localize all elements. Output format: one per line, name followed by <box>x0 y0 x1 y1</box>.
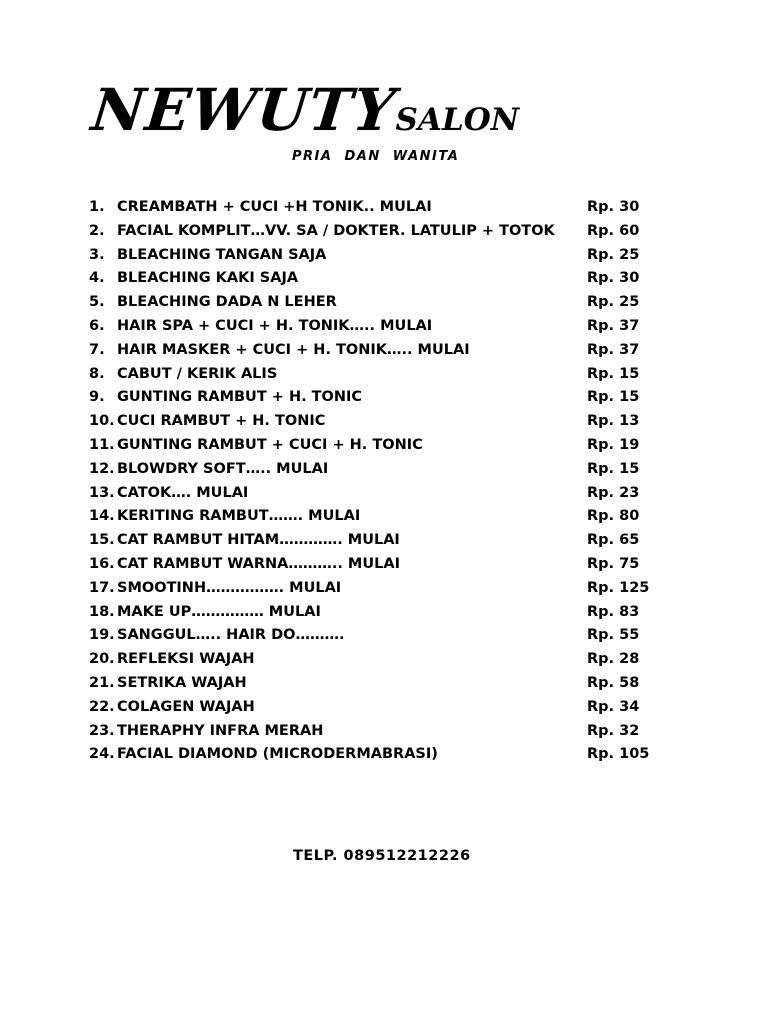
service-number: 21. <box>89 674 115 691</box>
service-row <box>89 624 669 648</box>
service-price: Rp. 37 <box>587 341 640 358</box>
service-price: Rp. 15 <box>587 365 640 382</box>
service-row <box>89 743 669 767</box>
service-name: CUCI RAMBUT + H. TONIC <box>117 413 326 430</box>
service-row <box>89 529 669 553</box>
service-price: Rp. 83 <box>587 603 640 620</box>
service-number: 19. <box>89 627 115 644</box>
service-price: Rp. 37 <box>587 317 640 334</box>
service-name: THERAPHY INFRA MERAH <box>117 722 324 739</box>
service-name: BLEACHING DADA N LEHER <box>117 294 337 311</box>
service-name: BLEACHING KAKI SAJA <box>117 270 299 287</box>
service-number: 3. <box>89 246 105 263</box>
service-number: 6. <box>89 317 105 334</box>
service-price: Rp. 65 <box>587 532 640 549</box>
service-number: 24. <box>89 746 115 763</box>
service-number: 14. <box>89 508 115 525</box>
service-row <box>89 291 669 315</box>
service-row <box>89 434 669 458</box>
salon-title <box>88 76 520 144</box>
service-number: 1. <box>89 199 105 215</box>
service-row <box>89 363 669 387</box>
service-number: 16. <box>89 555 115 572</box>
service-price: Rp. 32 <box>587 722 640 739</box>
service-name: SETRIKA WAJAH <box>117 674 247 691</box>
service-price: Rp. 125 <box>587 579 650 596</box>
service-name: MAKE UP…………… MULAI <box>117 603 321 620</box>
service-price: Rp. 30 <box>587 199 640 215</box>
service-row <box>89 458 669 482</box>
service-number: 4. <box>89 270 105 287</box>
service-price: Rp. 25 <box>587 294 640 311</box>
service-price: Rp. 75 <box>587 555 640 572</box>
service-name: GUNTING RAMBUT + CUCI + H. TONIC <box>117 436 423 453</box>
service-name: BLEACHING TANGAN SAJA <box>117 246 327 263</box>
service-row <box>89 220 669 244</box>
service-number: 13. <box>89 484 115 501</box>
service-name: HAIR SPA + CUCI + H. TONIK….. MULAI <box>117 317 433 334</box>
service-name: KERITING RAMBUT……. MULAI <box>117 508 361 525</box>
service-number: 15. <box>89 532 115 549</box>
service-number: 5. <box>89 294 105 311</box>
service-list <box>89 196 669 767</box>
service-price: Rp. 34 <box>587 698 640 715</box>
service-price: Rp. 19 <box>587 436 640 453</box>
service-row <box>89 601 669 625</box>
service-name: REFLEKSI WAJAH <box>117 651 255 668</box>
service-row <box>89 482 669 506</box>
service-row <box>89 696 669 720</box>
service-row <box>89 672 669 696</box>
service-number: 8. <box>89 365 105 382</box>
service-row <box>89 267 669 291</box>
service-name: BLOWDRY SOFT….. MULAI <box>117 460 329 477</box>
service-name: FACIAL DIAMOND (MICRODERMABRASI) <box>117 746 438 763</box>
service-number: 10. <box>89 413 115 430</box>
service-number: 18. <box>89 603 115 620</box>
service-row <box>89 196 669 220</box>
salon-name: NEWUTY <box>88 76 400 144</box>
service-number: 7. <box>89 341 105 358</box>
service-row <box>89 339 669 363</box>
service-price: Rp. 60 <box>587 222 640 239</box>
salon-suffix: SALON <box>395 102 520 138</box>
service-price: Rp. 15 <box>587 389 640 406</box>
service-name: GUNTING RAMBUT + H. TONIC <box>117 389 363 406</box>
service-price: Rp. 23 <box>587 484 640 501</box>
service-row <box>89 505 669 529</box>
service-number: 11. <box>89 436 115 453</box>
service-name: HAIR MASKER + CUCI + H. TONIK….. MULAI <box>117 341 470 358</box>
service-price: Rp. 58 <box>587 674 640 691</box>
service-price: Rp. 25 <box>587 246 640 263</box>
service-name: CABUT / KERIK ALIS <box>117 365 278 382</box>
service-name: CAT RAMBUT HITAM…………. MULAI <box>117 532 400 549</box>
service-name: CREAMBATH + CUCI +H TONIK.. MULAI <box>117 199 432 215</box>
service-row <box>89 410 669 434</box>
service-name: FACIAL KOMPLIT…VV. SA / DOKTER. LATULIP + TOTOK <box>117 222 555 239</box>
service-number: 12. <box>89 460 115 477</box>
service-number: 22. <box>89 698 115 715</box>
service-name: SMOOTINH……………. MULAI <box>117 579 342 596</box>
service-price: Rp. 28 <box>587 651 640 668</box>
service-number: 9. <box>89 389 105 406</box>
service-name: SANGGUL….. HAIR DO………. <box>117 627 345 644</box>
service-price: Rp. 105 <box>587 746 650 763</box>
service-row <box>89 553 669 577</box>
service-price: Rp. 30 <box>587 270 640 287</box>
service-price: Rp. 55 <box>587 627 640 644</box>
service-name: CATOK…. MULAI <box>117 484 249 501</box>
service-number: 23. <box>89 722 115 739</box>
service-name: CAT RAMBUT WARNA……….. MULAI <box>117 555 400 572</box>
service-row <box>89 577 669 601</box>
service-number: 2. <box>89 222 105 239</box>
service-row <box>89 648 669 672</box>
service-row <box>89 244 669 268</box>
salon-subtitle: PRIA DAN WANITA <box>292 149 460 164</box>
service-name: COLAGEN WAJAH <box>117 698 255 715</box>
service-price: Rp. 80 <box>587 508 640 525</box>
service-row <box>89 386 669 410</box>
phone-number: TELP. 089512212226 <box>293 848 471 864</box>
service-number: 20. <box>89 651 115 668</box>
service-row <box>89 720 669 744</box>
service-price: Rp. 15 <box>587 460 640 477</box>
service-price: Rp. 13 <box>587 413 640 430</box>
service-row <box>89 315 669 339</box>
service-number: 17. <box>89 579 115 596</box>
